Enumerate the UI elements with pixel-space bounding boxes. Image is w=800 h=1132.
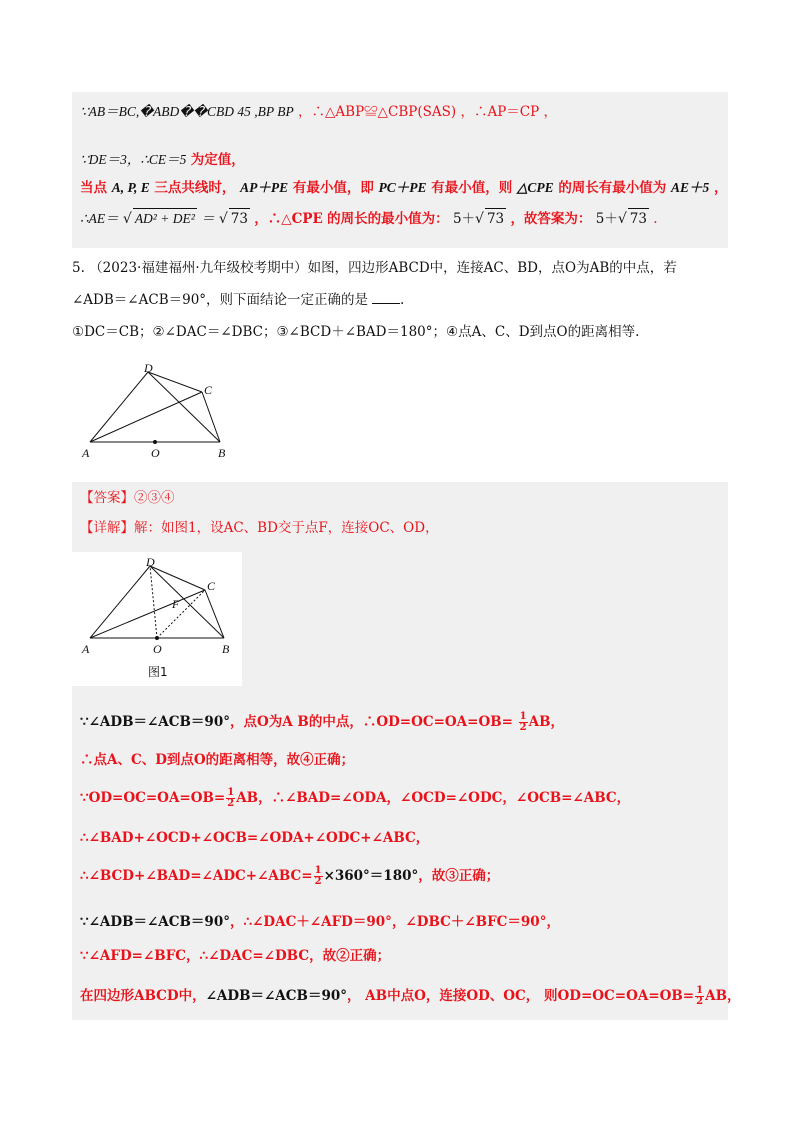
- segment-ad: [90, 566, 150, 638]
- text: 5＋: [595, 211, 618, 227]
- text: 73: [229, 208, 250, 229]
- previous-solution-block: [72, 92, 728, 248]
- text: ，∴∠DAC＋∠AFD＝90°: [229, 914, 392, 930]
- label-f: F: [172, 597, 180, 611]
- text: 为定值，: [190, 152, 245, 168]
- text: A, P, E: [111, 180, 150, 195]
- text: .: [653, 211, 658, 227]
- text: .: [400, 292, 405, 308]
- text: AB，: [705, 988, 741, 1004]
- text: ∠ADB＝∠ACB＝90°: [205, 988, 347, 1004]
- text: 的周长的最小值为：: [327, 211, 449, 227]
- solution-line-8: [80, 986, 740, 1007]
- segment-cb: [205, 590, 224, 638]
- solution-line-4: ∴∠BAD+∠OCD+∠OCB=∠ODA+∠ODC+∠ABC，: [80, 830, 430, 846]
- text: 5＋: [452, 211, 476, 227]
- text: 2: [227, 798, 235, 809]
- label-c: C: [204, 383, 213, 397]
- text: 当点: [80, 180, 107, 196]
- solution-line-6: [80, 912, 560, 932]
- text: ，: [546, 914, 560, 930]
- prev-line-2: [80, 150, 245, 170]
- sqrt-sign: √: [617, 211, 627, 227]
- text: 的周长有最小值为: [558, 180, 667, 196]
- text: PC＋PE: [378, 180, 427, 195]
- label-d: D: [144, 361, 153, 375]
- answer-blank: [372, 303, 400, 304]
- text: ∵OD=OC=OA=OB=: [80, 790, 226, 806]
- text: AD² + DE²: [133, 208, 197, 229]
- point-o: [155, 636, 159, 640]
- question-line-2: [72, 290, 404, 310]
- text: 在四边形ABCD中，: [80, 988, 206, 1004]
- figure-caption: 图1: [148, 665, 168, 679]
- text: ∠ADB＝∠ACB＝90°，则下面结论一定正确的是: [72, 292, 369, 308]
- question-line-3: ①DC＝CB；②∠DAC＝∠DBC；③∠BCD＋∠BAD＝180°；④点A、C、D到点O的距离相等.: [72, 324, 640, 340]
- text: ∵DE＝3，∴CE＝5: [80, 152, 187, 167]
- segment-od: [150, 566, 157, 638]
- prev-line-3: [80, 178, 727, 198]
- text: ，∴AP＝CP: [460, 104, 540, 120]
- figure-1-diagram: [72, 552, 242, 686]
- answer-block: [72, 482, 741, 1020]
- segment-ac: [90, 392, 202, 442]
- text: 2: [519, 722, 527, 733]
- text: ，: [713, 180, 728, 196]
- text: AE＋5: [671, 180, 710, 195]
- text: 73: [628, 208, 649, 229]
- text: 1: [314, 865, 322, 876]
- label-o: O: [151, 446, 160, 460]
- label-b: B: [218, 446, 226, 460]
- text: 1: [519, 711, 527, 722]
- text: ，故③正确；: [418, 868, 500, 884]
- answer-line: [80, 488, 175, 508]
- text: 1: [696, 985, 704, 996]
- fraction-half: [226, 788, 235, 809]
- answer-value: ②③④: [134, 490, 175, 506]
- sqrt-sign: √: [218, 211, 228, 227]
- segment-dc: [148, 372, 202, 392]
- text: 有最小值，即: [292, 180, 374, 196]
- label-o: O: [153, 642, 162, 656]
- text: ∵∠AFD=∠BFC，∴∠DAC=∠DBC，: [80, 948, 323, 964]
- question-line-1: 5. （2023·福建福州·九年级校考期中）如图，四边形ABCD中，连接AC、BD，点O为AB的中点，若: [72, 260, 677, 276]
- text: ，故答案为：: [510, 211, 592, 227]
- text: ，: [543, 104, 558, 120]
- text: 2: [314, 876, 322, 887]
- label-a: A: [82, 642, 90, 656]
- sqrt-sign: √: [122, 211, 132, 227]
- prev-line-1: [80, 102, 557, 122]
- label-a: A: [82, 446, 90, 460]
- detail-line: [80, 518, 439, 538]
- segment-ac: [90, 590, 205, 638]
- solution-line-1: [80, 712, 564, 733]
- text: 2: [696, 996, 704, 1007]
- text: 三点共线时，: [154, 180, 236, 196]
- text: AP＋PE: [240, 180, 289, 195]
- solution-line-2: ∴点A、C、D到点O的距离相等，故④正确；: [80, 752, 355, 768]
- text: ∵∠ADB＝∠ACB＝90°: [80, 714, 230, 730]
- detail-tag: 【详解】: [80, 520, 134, 536]
- answer-tag: 【答案】: [80, 490, 134, 506]
- point-o: [153, 440, 157, 444]
- solution-line-5: [80, 866, 499, 887]
- label-b: B: [222, 642, 230, 656]
- text: 有最小值，则: [431, 180, 513, 196]
- text: ×360°＝180°: [323, 868, 419, 884]
- segment-cb: [202, 392, 220, 442]
- label-d: D: [146, 555, 155, 569]
- text: 73: [485, 208, 506, 229]
- segment-ad: [90, 372, 148, 442]
- text: ， AB中点O，连接OD、OC， 则OD=OC=OA=OB=: [346, 988, 695, 1004]
- fraction-half: [519, 712, 528, 733]
- text: 1: [227, 787, 235, 798]
- fraction-half: [314, 866, 323, 887]
- segment-dc: [150, 566, 205, 590]
- solution-line-7: [80, 946, 390, 966]
- text: △CPE: [516, 180, 554, 195]
- label-c: C: [207, 579, 216, 593]
- text: AB，: [528, 714, 565, 730]
- prev-line-4: [80, 208, 658, 229]
- solution-line-3: [80, 788, 630, 809]
- segment-bd: [150, 566, 224, 638]
- text: ∵AB＝BC,�ABD��CBD 45 ,BP BP: [80, 104, 294, 119]
- figure-1-panel: [72, 552, 242, 686]
- sqrt-sign: √: [475, 211, 484, 227]
- quadrilateral-figure: [72, 360, 252, 465]
- text: ，点O为A B的中点，∴OD=OC=OA=OB=: [229, 714, 513, 730]
- text: ∵∠ADB＝∠ACB＝90°: [80, 914, 230, 930]
- text: ∴AE＝: [80, 211, 119, 226]
- text: ＝: [201, 211, 215, 226]
- text: ∴∠BCD+∠BAD=∠ADC+∠ABC=: [80, 868, 313, 884]
- text: ，∴△ABP≌△CBP(SAS): [298, 104, 457, 120]
- segment-oc: [157, 590, 205, 638]
- detail-text: 解：如图1，设AC、BD交于点F，连接OC、OD，: [134, 520, 439, 536]
- text: AB，∴∠BAD=∠ODA，∠OCD=∠ODC，∠OCB=∠ABC，: [236, 790, 631, 806]
- text: ，∠DBC＋∠BFC＝90°: [391, 914, 547, 930]
- text: 故②正确；: [322, 948, 391, 964]
- fraction-half: [695, 986, 704, 1007]
- text: ，∴△CPE: [254, 211, 323, 227]
